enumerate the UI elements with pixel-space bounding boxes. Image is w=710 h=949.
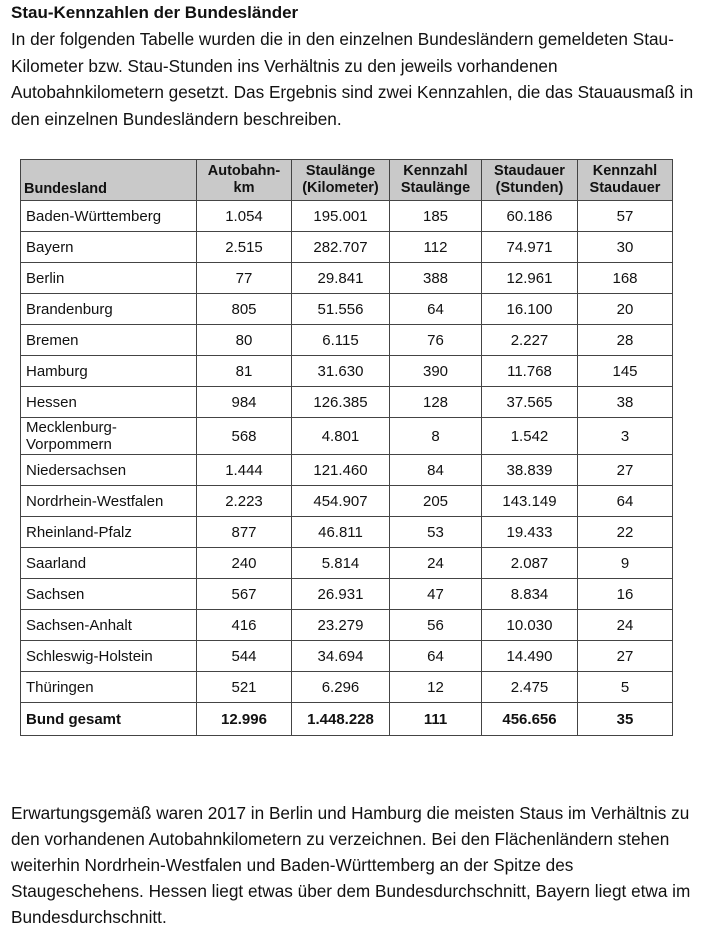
table-row (21, 517, 673, 548)
header-label: Staudauer (Stunden) (494, 163, 565, 196)
table-cell: 26.931 (292, 579, 390, 610)
table-cell: 47 (390, 579, 482, 610)
table-body (21, 201, 673, 736)
table-cell: 568 (197, 418, 292, 455)
cell-bundesland: Sachsen (21, 579, 197, 610)
cell-bundesland: Sachsen-Anhalt (21, 610, 197, 641)
table-cell: 24 (390, 548, 482, 579)
table-cell: 282.707 (292, 232, 390, 263)
cell-bundesland: Nordrhein-Westfalen (21, 486, 197, 517)
table-cell: 521 (197, 672, 292, 703)
table-cell: 205 (390, 486, 482, 517)
cell-bundesland: Niedersachsen (21, 455, 197, 486)
table-cell: 14.490 (482, 641, 578, 672)
table-cell: 57 (578, 201, 673, 232)
table-cell: 27 (578, 455, 673, 486)
table-cell: 84 (390, 455, 482, 486)
table-cell: 388 (390, 263, 482, 294)
table-cell: 9 (578, 548, 673, 579)
table-cell: 112 (390, 232, 482, 263)
table-cell: 1.542 (482, 418, 578, 455)
table-cell: 38 (578, 387, 673, 418)
cell-bundesland: Thüringen (21, 672, 197, 703)
table-cell: 60.186 (482, 201, 578, 232)
total-cell: 35 (578, 703, 673, 736)
table-cell: 81 (197, 356, 292, 387)
table-row (21, 387, 673, 418)
cell-bundesland: Hessen (21, 387, 197, 418)
table-cell: 6.115 (292, 325, 390, 356)
table-cell: 76 (390, 325, 482, 356)
cell-bundesland: Hamburg (21, 356, 197, 387)
table-cell: 10.030 (482, 610, 578, 641)
table-cell: 121.460 (292, 455, 390, 486)
header-staudauer (482, 160, 578, 201)
table-row (21, 610, 673, 641)
table-cell: 2.515 (197, 232, 292, 263)
table-cell: 64 (390, 294, 482, 325)
total-cell: 456.656 (482, 703, 578, 736)
total-cell: 111 (390, 703, 482, 736)
table-cell: 29.841 (292, 263, 390, 294)
table-row (21, 548, 673, 579)
header-kennzahl-staulaenge (390, 160, 482, 201)
table-cell: 5.814 (292, 548, 390, 579)
total-cell: 12.996 (197, 703, 292, 736)
header-autobahn-km (197, 160, 292, 201)
table-cell: 1.444 (197, 455, 292, 486)
table-cell: 3 (578, 418, 673, 455)
table-cell: 544 (197, 641, 292, 672)
table-row (21, 579, 673, 610)
stau-table (20, 159, 673, 736)
table-row (21, 201, 673, 232)
table-cell: 22 (578, 517, 673, 548)
cell-total-label: Bund gesamt (21, 703, 197, 736)
cell-bundesland: Berlin (21, 263, 197, 294)
table-cell: 8.834 (482, 579, 578, 610)
table-cell: 11.768 (482, 356, 578, 387)
table-cell: 12.961 (482, 263, 578, 294)
table-cell: 27 (578, 641, 673, 672)
table-cell: 56 (390, 610, 482, 641)
header-staulaenge (292, 160, 390, 201)
table-cell: 34.694 (292, 641, 390, 672)
table-cell: 805 (197, 294, 292, 325)
table-cell: 74.971 (482, 232, 578, 263)
table-cell: 23.279 (292, 610, 390, 641)
table-row (21, 418, 673, 455)
table-cell: 145 (578, 356, 673, 387)
table-cell: 877 (197, 517, 292, 548)
table-cell: 77 (197, 263, 292, 294)
cell-bundesland: Rheinland-Pfalz (21, 517, 197, 548)
intro-paragraph: In der folgenden Tabelle wurden die in den einzelnen Bundesländern gemeldeten Stau-Kilometer bzw. Stau-Stunden ins Verhältnis zu den jeweils vorhandenen Autobahnkilometern gesetzt. Das Ergebnis sind zwei Kennzahlen, die das Stauausmaß in den einzelnen Bundesländern beschreiben. (11, 29, 694, 129)
table-cell: 64 (390, 641, 482, 672)
table-cell: 195.001 (292, 201, 390, 232)
header-label: Kennzahl Staudauer (589, 163, 661, 196)
table-cell: 38.839 (482, 455, 578, 486)
outro-paragraph: Erwartungsgemäß waren 2017 in Berlin und Hamburg die meisten Staus im Verhältnis zu den vorhandenen Autobahnkilometern zu verzeichnen. Bei den Flächenländern stehen weiterhin Nordrhein-Westfalen und Baden-Württemberg an der Spitze des Staugeschehens. Hessen liegt etwas über dem Bundesdurchschnitt, Bayern liegt etwa im Bundesdurchschnitt. (11, 803, 691, 927)
table-row (21, 263, 673, 294)
table-row (21, 356, 673, 387)
table-cell: 143.149 (482, 486, 578, 517)
cell-bundesland: Mecklenburg- Vorpommern (21, 418, 197, 455)
table-cell: 80 (197, 325, 292, 356)
header-label: Bundesland (24, 181, 107, 197)
table-cell: 416 (197, 610, 292, 641)
header-label: Kennzahl Staulänge (400, 163, 471, 196)
table-cell: 28 (578, 325, 673, 356)
table-cell: 53 (390, 517, 482, 548)
table-cell: 2.475 (482, 672, 578, 703)
table-cell: 4.801 (292, 418, 390, 455)
header-label: Autobahn- km (207, 163, 281, 196)
table-row (21, 325, 673, 356)
table-cell: 168 (578, 263, 673, 294)
table-row (21, 486, 673, 517)
table-cell: 2.223 (197, 486, 292, 517)
cell-bundesland: Baden-Württemberg (21, 201, 197, 232)
table-row (21, 232, 673, 263)
table-cell: 8 (390, 418, 482, 455)
table-cell: 16.100 (482, 294, 578, 325)
table-cell: 2.087 (482, 548, 578, 579)
table-cell: 30 (578, 232, 673, 263)
table-cell: 567 (197, 579, 292, 610)
table-cell: 46.811 (292, 517, 390, 548)
table-cell: 1.054 (197, 201, 292, 232)
table-cell: 20 (578, 294, 673, 325)
table-cell: 126.385 (292, 387, 390, 418)
header-bundesland (21, 160, 197, 201)
page-title: Stau-Kennzahlen der Bundesländer (11, 3, 299, 22)
table-header-row (21, 160, 673, 201)
cell-bundesland: Saarland (21, 548, 197, 579)
cell-bundesland: Brandenburg (21, 294, 197, 325)
cell-bundesland: Bayern (21, 232, 197, 263)
table-row (21, 641, 673, 672)
table-cell: 390 (390, 356, 482, 387)
header-kennzahl-staudauer (578, 160, 673, 201)
table-cell: 31.630 (292, 356, 390, 387)
total-cell: 1.448.228 (292, 703, 390, 736)
table-cell: 240 (197, 548, 292, 579)
table-cell: 5 (578, 672, 673, 703)
table-row (21, 672, 673, 703)
cell-bundesland: Schleswig-Holstein (21, 641, 197, 672)
table-cell: 984 (197, 387, 292, 418)
table-row (21, 455, 673, 486)
table-cell: 19.433 (482, 517, 578, 548)
table-cell: 16 (578, 579, 673, 610)
table-cell: 24 (578, 610, 673, 641)
cell-bundesland: Bremen (21, 325, 197, 356)
table-cell: 185 (390, 201, 482, 232)
table-row (21, 294, 673, 325)
table-cell: 37.565 (482, 387, 578, 418)
table-cell: 454.907 (292, 486, 390, 517)
table-cell: 2.227 (482, 325, 578, 356)
table-cell: 64 (578, 486, 673, 517)
table-cell: 12 (390, 672, 482, 703)
table-cell: 6.296 (292, 672, 390, 703)
table-cell: 128 (390, 387, 482, 418)
header-label: Staulänge (Kilometer) (302, 163, 379, 196)
table-total-row (21, 703, 673, 736)
table-cell: 51.556 (292, 294, 390, 325)
